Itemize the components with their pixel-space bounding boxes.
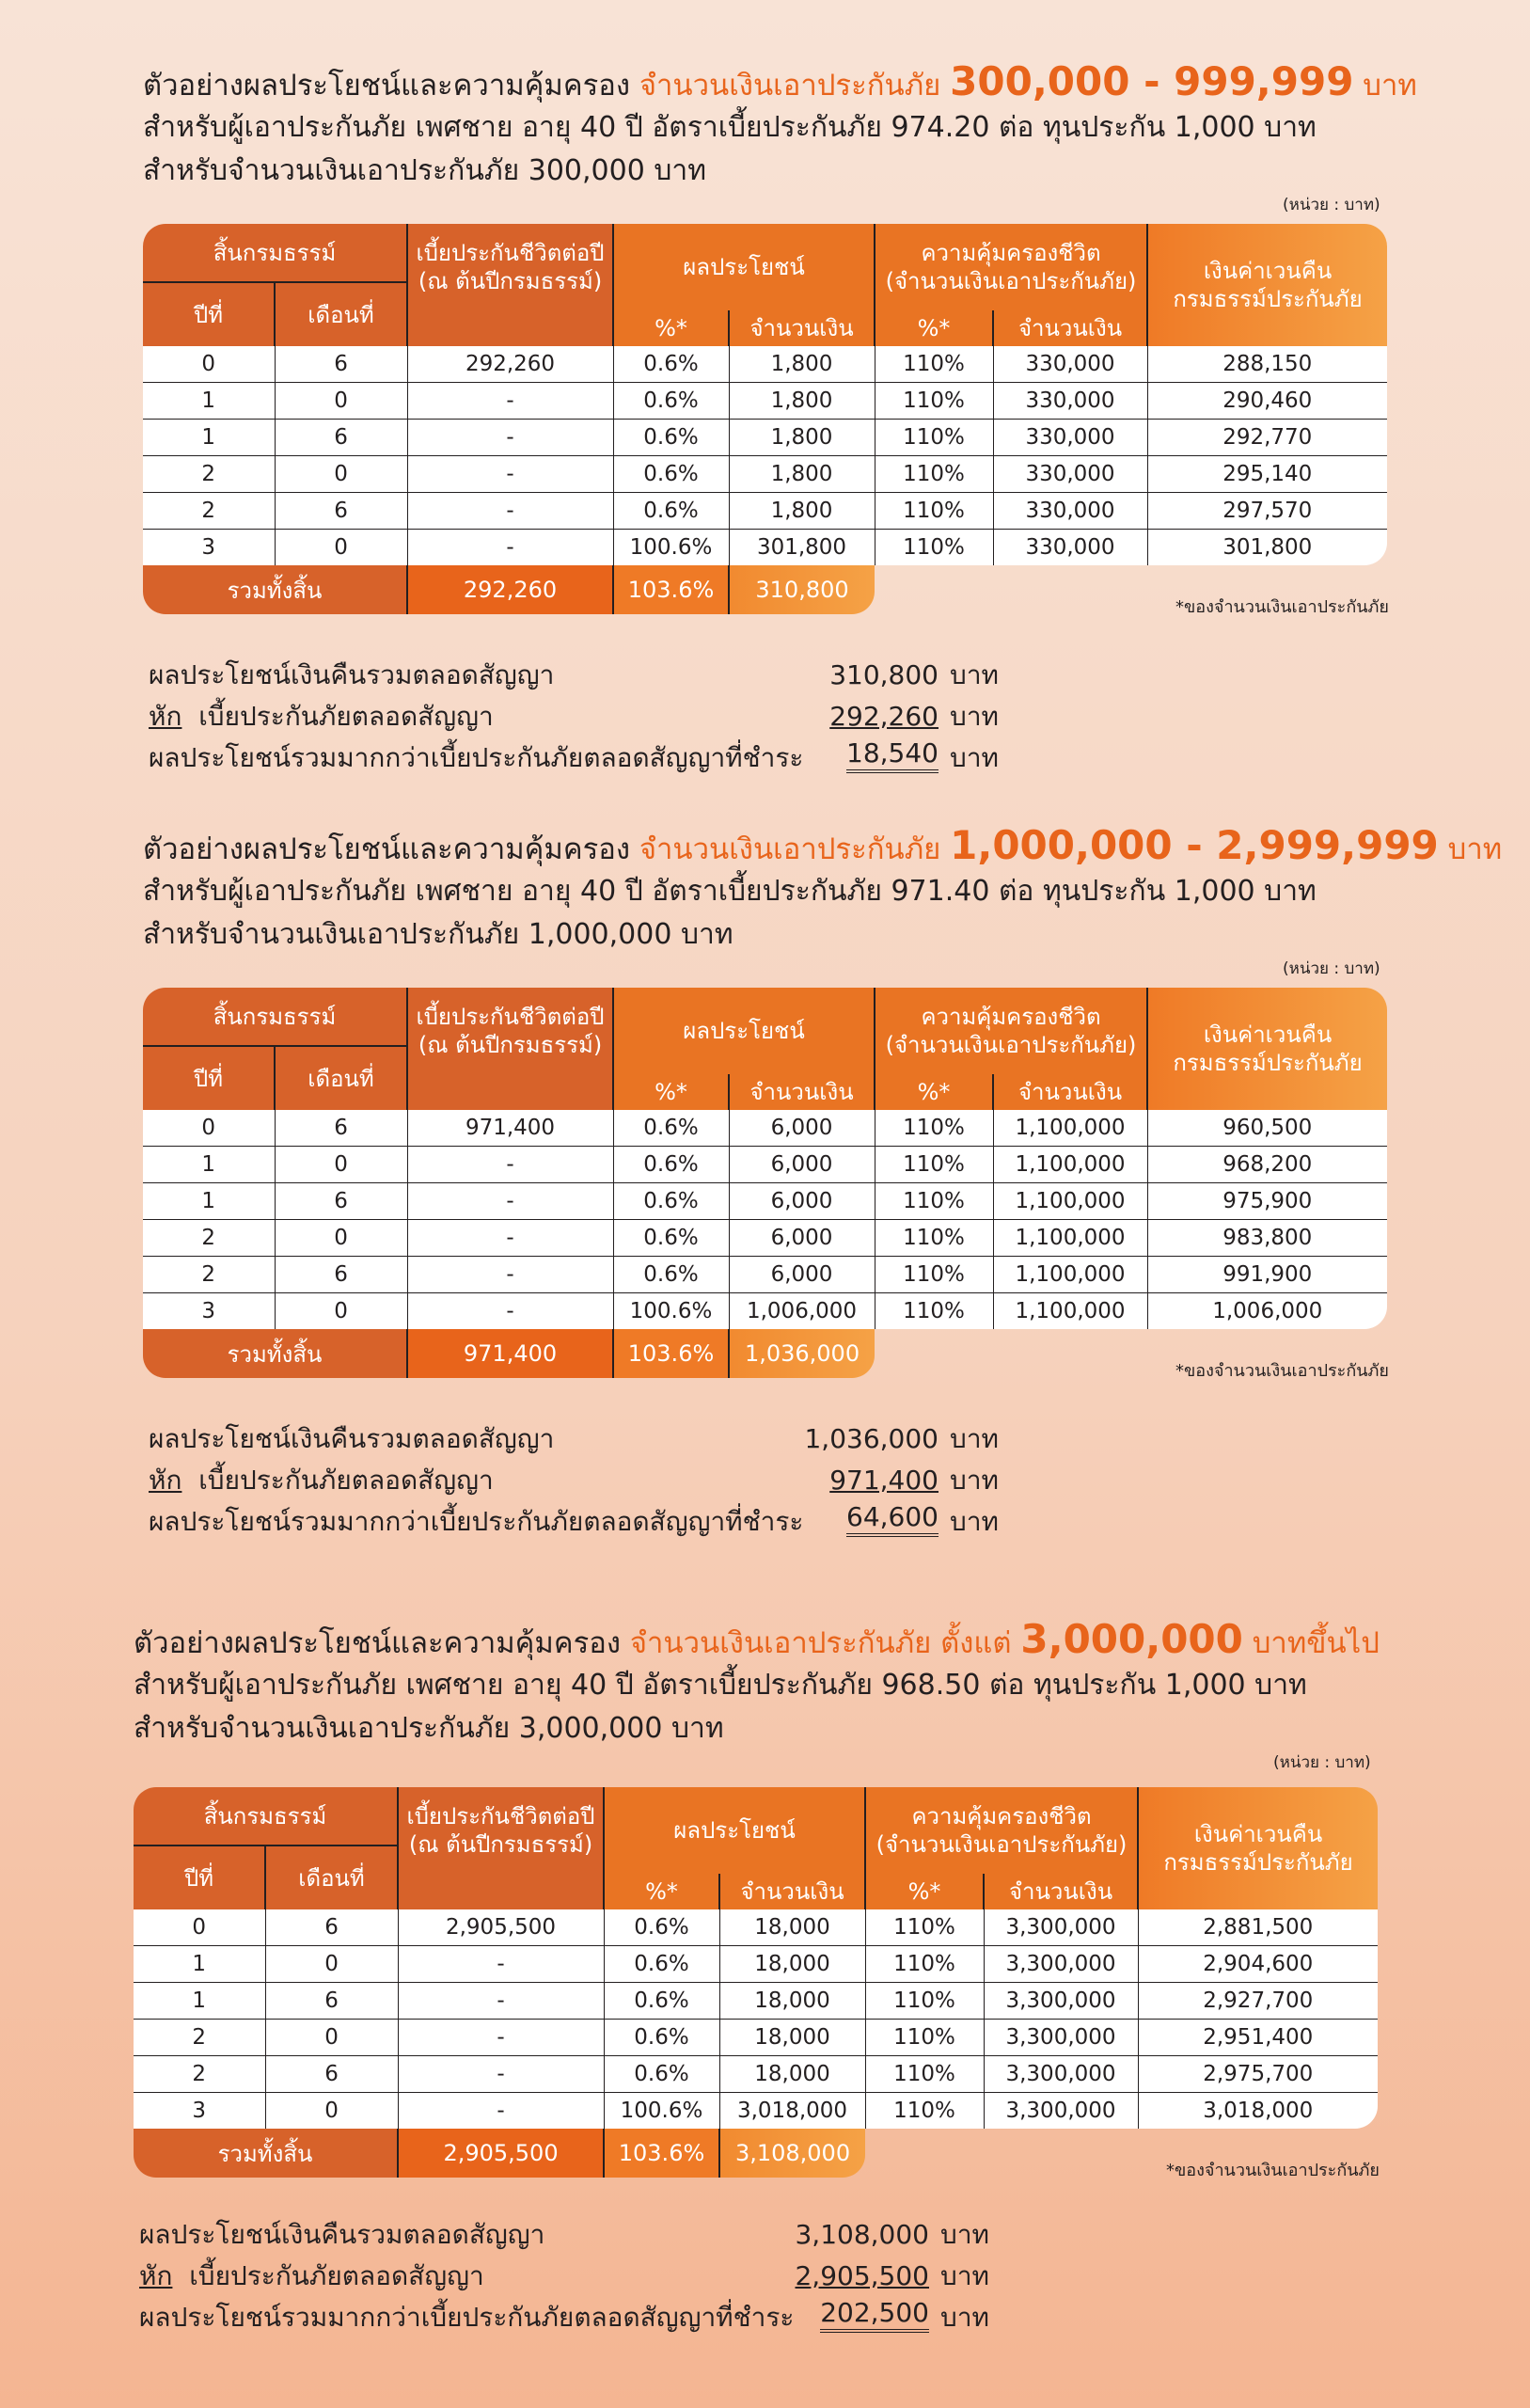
table-row: 2 6 - 0.6% 6,000 110% 1,100,000 991,900 (143, 1257, 1387, 1293)
summary-total-line: ผลประโยชน์เงินคืนรวมตลอดสัญญา 1,036,000 บาท (149, 1418, 1033, 1460)
header-premium: เบี้ยประกันชีวิตต่อปี (ณ ต้นปีกรมธรรม์) (407, 224, 613, 310)
header-year: ปีที่ (143, 282, 275, 346)
total-amount: 3,108,000 (719, 2129, 865, 2178)
summary-total-line: ผลประโยชน์เงินคืนรวมตลอดสัญญา 310,800 บาท (149, 655, 1033, 696)
table-row: 1 6 - 0.6% 6,000 110% 1,100,000 975,900 (143, 1183, 1387, 1220)
insured-details: สำหรับผู้เอาประกันภัย เพศชาย อายุ 40 ปี อัตราเบี้ยประกันภัย 974.20 ต่อ ทุนประกัน 1,000 บาท (143, 111, 1317, 144)
deduct-word: หัก (149, 701, 182, 732)
header-cash-value: เงินค่าเวนคืน กรมธรรม์ประกันภัย (1147, 224, 1387, 346)
summary-net-value: 18,540 (846, 737, 939, 773)
total-label: รวมทั้งสิ้น (143, 565, 407, 614)
footnote: *ของจำนวนเงินเอาประกันภัย (1166, 2161, 1380, 2180)
section-heading: ตัวอย่างผลประโยชน์และความคุ้มครอง จำนวนเงินเอาประกันภัย 1,000,000 - 2,999,999 บาท (143, 822, 1503, 868)
table-row: 1 6 - 0.6% 1,800 110% 330,000 292,770 (143, 420, 1387, 456)
total-percent: 103.6% (613, 565, 729, 614)
table-row: 1 6 - 0.6% 18,000 110% 3,300,000 2,927,700 (134, 1983, 1378, 2020)
header-year: ปีที่ (134, 1846, 265, 1909)
table-row: 3 0 - 100.6% 3,018,000 110% 3,300,000 3,018,000 (134, 2093, 1378, 2130)
summary-net-line: ผลประโยชน์รวมมากกว่าเบี้ยประกันภัยตลอดสัญญาที่ชำระ 64,600 บาท (149, 1501, 999, 1537)
summary-deduct-line: หัก เบี้ยประกันภัยตลอดสัญญา 971,400 บาท (149, 1460, 1033, 1501)
total-percent: 103.6% (604, 2129, 719, 2178)
header-benefit-percent: %* (613, 1074, 729, 1110)
summary-total-value: 310,800 (829, 659, 939, 690)
total-premium: 971,400 (407, 1329, 613, 1378)
insured-details: สำหรับผู้เอาประกันภัย เพศชาย อายุ 40 ปี อัตราเบี้ยประกันภัย 971.40 ต่อ ทุนประกัน 1,000 บาท (143, 875, 1317, 908)
summary-net-value: 202,500 (820, 2297, 929, 2333)
summary-total-value: 3,108,000 (795, 2219, 929, 2250)
table-row: 0 6 292,260 0.6% 1,800 110% 330,000 288,150 (143, 346, 1387, 383)
header-contract-end: สิ้นกรมธรรม์ (143, 988, 407, 1046)
summary-net-value: 64,600 (846, 1501, 939, 1537)
table-row: 3 0 - 100.6% 301,800 110% 330,000 301,800 (143, 530, 1387, 566)
benefit-table (134, 1787, 1378, 2178)
header-month: เดือนที่ (275, 1046, 407, 1110)
summary-total-value: 1,036,000 (804, 1423, 939, 1454)
summary-deduct-value: 971,400 (829, 1465, 939, 1496)
summary-deduct-value: 292,260 (829, 701, 939, 732)
table-row: 2 0 - 0.6% 1,800 110% 330,000 295,140 (143, 456, 1387, 493)
summary-net-line: ผลประโยชน์รวมมากกว่าเบี้ยประกันภัยตลอดสัญญาที่ชำระ 18,540 บาท (149, 737, 999, 773)
section-heading: ตัวอย่างผลประโยชน์และความคุ้มครอง จำนวนเงินเอาประกันภัย ตั้งแต่ 3,000,000 บาทขึ้นไป (134, 1616, 1380, 1662)
sum-insured-line: สำหรับจำนวนเงินเอาประกันภัย 3,000,000 บาท (134, 1712, 724, 1745)
table-row: 0 6 971,400 0.6% 6,000 110% 1,100,000 960,500 (143, 1110, 1387, 1147)
table-row: 2 6 - 0.6% 18,000 110% 3,300,000 2,975,700 (134, 2056, 1378, 2093)
header-coverage-percent: %* (875, 310, 993, 346)
header-benefit-amount: จำนวนเงิน (729, 1074, 875, 1110)
header-benefit: ผลประโยชน์ (604, 1787, 865, 1874)
benefit-table (143, 224, 1387, 614)
benefit-table (143, 988, 1387, 1378)
header-contract-end: สิ้นกรมธรรม์ (134, 1787, 398, 1846)
footnote: *ของจำนวนเงินเอาประกันภัย (1175, 1361, 1389, 1381)
header-premium: เบี้ยประกันชีวิตต่อปี (ณ ต้นปีกรมธรรม์) (407, 988, 613, 1074)
total-amount: 1,036,000 (729, 1329, 875, 1378)
unit-label: (หน่วย : บาท) (1283, 196, 1380, 214)
table-row: 2 6 - 0.6% 1,800 110% 330,000 297,570 (143, 493, 1387, 530)
table-row: 1 0 - 0.6% 18,000 110% 3,300,000 2,904,600 (134, 1946, 1378, 1983)
footnote: *ของจำนวนเงินเอาประกันภัย (1175, 597, 1389, 617)
header-month: เดือนที่ (265, 1846, 398, 1909)
total-premium: 292,260 (407, 565, 613, 614)
header-premium: เบี้ยประกันชีวิตต่อปี (ณ ต้นปีกรมธรรม์) (398, 1787, 604, 1874)
unit-label: (หน่วย : บาท) (1273, 1753, 1371, 1772)
total-percent: 103.6% (613, 1329, 729, 1378)
table-row: 2 0 - 0.6% 6,000 110% 1,100,000 983,800 (143, 1220, 1387, 1257)
header-benefit-amount: จำนวนเงิน (719, 1874, 865, 1909)
summary-total-line: ผลประโยชน์เงินคืนรวมตลอดสัญญา 3,108,000 บาท (139, 2214, 1023, 2256)
section-heading: ตัวอย่างผลประโยชน์และความคุ้มครอง จำนวนเงินเอาประกันภัย 300,000 - 999,999 บาท (143, 58, 1417, 104)
header-coverage: ความคุ้มครองชีวิต (จำนวนเงินเอาประกันภัย) (875, 988, 1147, 1074)
header-coverage-amount: จำนวนเงิน (993, 1074, 1147, 1110)
summary-deduct-value: 2,905,500 (795, 2260, 929, 2291)
table-row: 1 0 - 0.6% 6,000 110% 1,100,000 968,200 (143, 1147, 1387, 1183)
header-coverage: ความคุ้มครองชีวิต (จำนวนเงินเอาประกันภัย) (865, 1787, 1138, 1874)
header-month: เดือนที่ (275, 282, 407, 346)
deduct-word: หัก (139, 2260, 173, 2291)
total-label: รวมทั้งสิ้น (143, 1329, 407, 1378)
header-benefit-amount: จำนวนเงิน (729, 310, 875, 346)
table-row: 0 6 2,905,500 0.6% 18,000 110% 3,300,000 2,881,500 (134, 1909, 1378, 1946)
header-coverage: ความคุ้มครองชีวิต (จำนวนเงินเอาประกันภัย) (875, 224, 1147, 310)
header-cash-value: เงินค่าเวนคืน กรมธรรม์ประกันภัย (1147, 988, 1387, 1110)
header-coverage-amount: จำนวนเงิน (984, 1874, 1138, 1909)
header-benefit: ผลประโยชน์ (613, 988, 875, 1074)
summary-deduct-line: หัก เบี้ยประกันภัยตลอดสัญญา 2,905,500 บาท (139, 2256, 1023, 2297)
total-label: รวมทั้งสิ้น (134, 2129, 398, 2178)
header-cash-value: เงินค่าเวนคืน กรมธรรม์ประกันภัย (1138, 1787, 1378, 1909)
unit-label: (หน่วย : บาท) (1283, 959, 1380, 978)
header-benefit-percent: %* (604, 1874, 719, 1909)
header-year: ปีที่ (143, 1046, 275, 1110)
header-contract-end: สิ้นกรมธรรม์ (143, 224, 407, 282)
total-premium: 2,905,500 (398, 2129, 604, 2178)
header-benefit-percent: %* (613, 310, 729, 346)
table-row: 2 0 - 0.6% 18,000 110% 3,300,000 2,951,400 (134, 2020, 1378, 2056)
insured-details: สำหรับผู้เอาประกันภัย เพศชาย อายุ 40 ปี อัตราเบี้ยประกันภัย 968.50 ต่อ ทุนประกัน 1,000 บาท (134, 1669, 1307, 1702)
header-coverage-amount: จำนวนเงิน (993, 310, 1147, 346)
sum-insured-line: สำหรับจำนวนเงินเอาประกันภัย 300,000 บาท (143, 154, 706, 187)
header-benefit: ผลประโยชน์ (613, 224, 875, 310)
header-coverage-percent: %* (865, 1874, 984, 1909)
sum-insured-line: สำหรับจำนวนเงินเอาประกันภัย 1,000,000 บาท (143, 918, 733, 951)
header-coverage-percent: %* (875, 1074, 993, 1110)
summary-deduct-line: หัก เบี้ยประกันภัยตลอดสัญญา 292,260 บาท (149, 696, 1033, 737)
deduct-word: หัก (149, 1465, 182, 1496)
table-row: 3 0 - 100.6% 1,006,000 110% 1,100,000 1,006,000 (143, 1293, 1387, 1330)
table-row: 1 0 - 0.6% 1,800 110% 330,000 290,460 (143, 383, 1387, 420)
summary-net-line: ผลประโยชน์รวมมากกว่าเบี้ยประกันภัยตลอดสัญญาที่ชำระ 202,500 บาท (139, 2297, 989, 2333)
total-amount: 310,800 (729, 565, 875, 614)
